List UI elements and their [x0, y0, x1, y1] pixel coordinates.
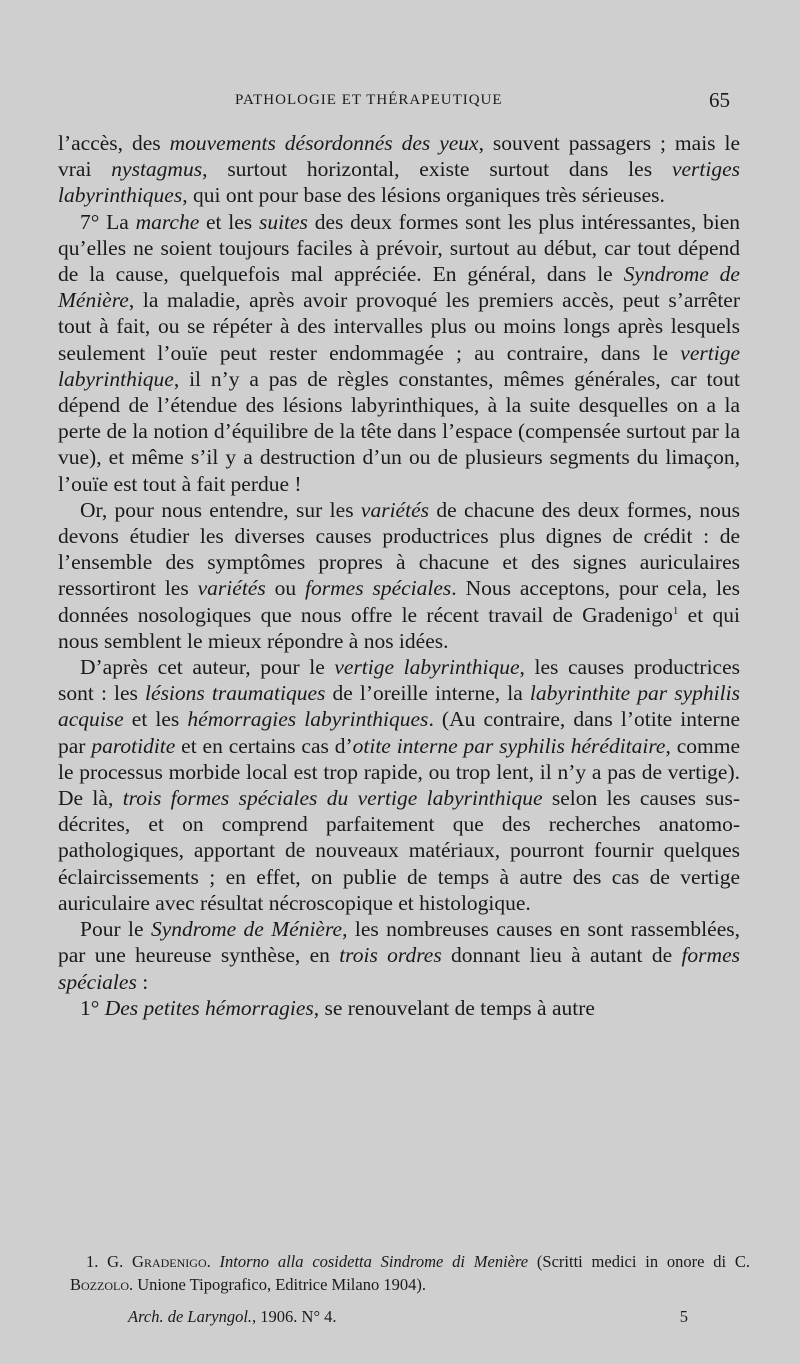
italic-text: Syndrome de Ménière	[150, 917, 343, 942]
paragraph	[58, 995, 740, 1021]
text-run: , comme le processus morbide local est trop rapide, ou trop lent, il n’y a pas de vertige). De là,	[58, 733, 740, 811]
italic-text: parotidite	[91, 733, 176, 758]
body-text	[58, 130, 740, 1021]
italic-text: trois formes spéciales du vertige labyrinthique	[122, 786, 543, 811]
paragraph	[58, 209, 740, 497]
text-run: , se renouvelant de temps à autre	[313, 995, 595, 1020]
text-run: et les	[199, 209, 259, 234]
text-run: l’accès, des	[58, 131, 170, 155]
footnote	[70, 1250, 750, 1296]
italic-text: hémorragies labyrinthiques	[187, 707, 429, 732]
page-number: 65	[709, 88, 730, 112]
text-run: 1. G.	[86, 1252, 133, 1271]
text-run: . Nous acceptons, pour cela, les données nosologiques que nous offre le récent travail de Gradenigo	[58, 576, 741, 627]
footnotes	[70, 1250, 750, 1296]
italic-text: variétés	[197, 576, 266, 601]
text-run: Pour le	[80, 917, 151, 942]
text-run: de chacune des deux formes, nous devons étudier les diverses causes productrices plus dignes de crédit : de l’ensemble des symptômes propres à chacune et des signes auriculaires ressortiront les	[58, 497, 740, 601]
italic-text: marche	[135, 209, 200, 234]
text-run: des deux formes sont les plus intéressantes, bien qu’elles ne soient toujours faciles à prévoir, surtout au début, car tout dépend de la cause, quelquefois mal appréciée. En général, dans le	[58, 209, 741, 287]
text-run: et les	[123, 707, 188, 732]
italic-text: formes spéciales	[305, 576, 452, 601]
footnote-ref: 1	[672, 604, 679, 617]
text-run: . (Au contraire, dans l’otite interne par	[58, 707, 741, 758]
text-run: Or, pour nous entendre, sur les	[80, 497, 361, 522]
journal-title: Arch. de Laryngol.	[128, 1307, 253, 1326]
signature-line	[128, 1307, 688, 1327]
text-run: 7° La	[80, 209, 136, 234]
text-run: , qui ont pour base des lésions organiques très sérieuses.	[182, 183, 665, 208]
italic-text: vertige labyrinthique	[334, 655, 520, 680]
text-run: .	[206, 1252, 220, 1271]
text-run: Gradenigo	[132, 1252, 207, 1271]
italic-text: vertiges labyrinthiques	[58, 157, 740, 208]
text-run: donnant lieu à autant de	[441, 943, 682, 968]
paragraph	[58, 654, 740, 916]
text-run: , la maladie, après avoir provoqué les premiers accès, peut s’arrêter tout à fait, ou se répéter à des intervalles plus ou moins longs après lesquels seulement l’ouïe peut rester endommagée ; au contraire, dans le	[58, 288, 740, 365]
italic-text: vertige labyrinthique	[58, 340, 740, 391]
italic-text: formes spéciales	[58, 943, 740, 994]
italic-text: variétés	[360, 497, 429, 522]
italic-text: labyrinthite par syphilis acquise	[58, 681, 740, 732]
italic-text: nystagmus	[111, 157, 203, 182]
paragraph	[58, 130, 740, 209]
text-run: ou	[265, 576, 306, 601]
italic-text: Des petites hémorragies	[104, 995, 314, 1020]
signature-mark: 5	[679, 1307, 688, 1326]
text-run: :	[136, 969, 149, 994]
text-run: D’après cet auteur, pour le	[80, 655, 335, 680]
italic-text: lésions traumatiques	[145, 681, 326, 706]
running-title: PATHOLOGIE ET THÉRAPEUTIQUE	[235, 92, 503, 108]
text-run: , souvent passagers ; mais le vrai	[58, 131, 740, 182]
italic-text: suites	[258, 209, 308, 234]
text-run: et qui nous semblent le mieux répondre à nos idées.	[58, 602, 740, 653]
journal-details: , 1906. N° 4.	[252, 1307, 337, 1326]
text-run: , surtout horizontal, existe surtout dans les	[202, 157, 672, 182]
italic-text: otite interne par syphilis héréditaire	[352, 733, 666, 758]
text-run: , les causes productrices sont : les	[58, 655, 740, 706]
paragraph	[58, 916, 740, 995]
italic-text: Intorno alla cosidetta Sindrome di Menière	[219, 1252, 529, 1271]
text-run: (Scritti medici in onore di C.	[528, 1252, 751, 1271]
text-run: , il n’y a pas de règles constantes, mêmes générales, car tout dépend de l’étendue des lésions labyrinthiques, à la suite desquelles on a la perte de la notion d’équilibre de la tête dans l’espace (compensée surtout par la vue), et même s’il y a destruction d’un ou de plusieurs segments du limaçon, l’ouïe est tout à fait perdue !	[58, 366, 740, 496]
text-run: . Unione Tipografico, Editrice Milano 1904).	[129, 1275, 426, 1294]
text-run: Bozzolo	[70, 1275, 129, 1294]
text-run: de l’oreille interne, la	[325, 681, 530, 706]
page-header	[60, 88, 750, 118]
text-run: et en certains cas d’	[175, 733, 353, 758]
text-run: selon les causes sus-décrites, et on comprend parfaitement que des recherches anatomo-pathologiques, apportant de nouveaux matériaux, pourront fournir quelques éclaircissements ; en effet, on publie de temps à autre des cas de vertige auriculaire avec résultat nécroscopique et histologique.	[58, 786, 740, 915]
italic-text: Syndrome de Ménière	[58, 262, 740, 313]
text-run: , les nombreuses causes en sont rassemblées, par une heureuse synthèse, en	[58, 917, 740, 968]
italic-text: trois ordres	[339, 943, 442, 968]
paragraph	[58, 497, 740, 654]
italic-text: mouvements désordonnés des yeux	[169, 131, 479, 155]
text-run: 1°	[80, 995, 105, 1020]
